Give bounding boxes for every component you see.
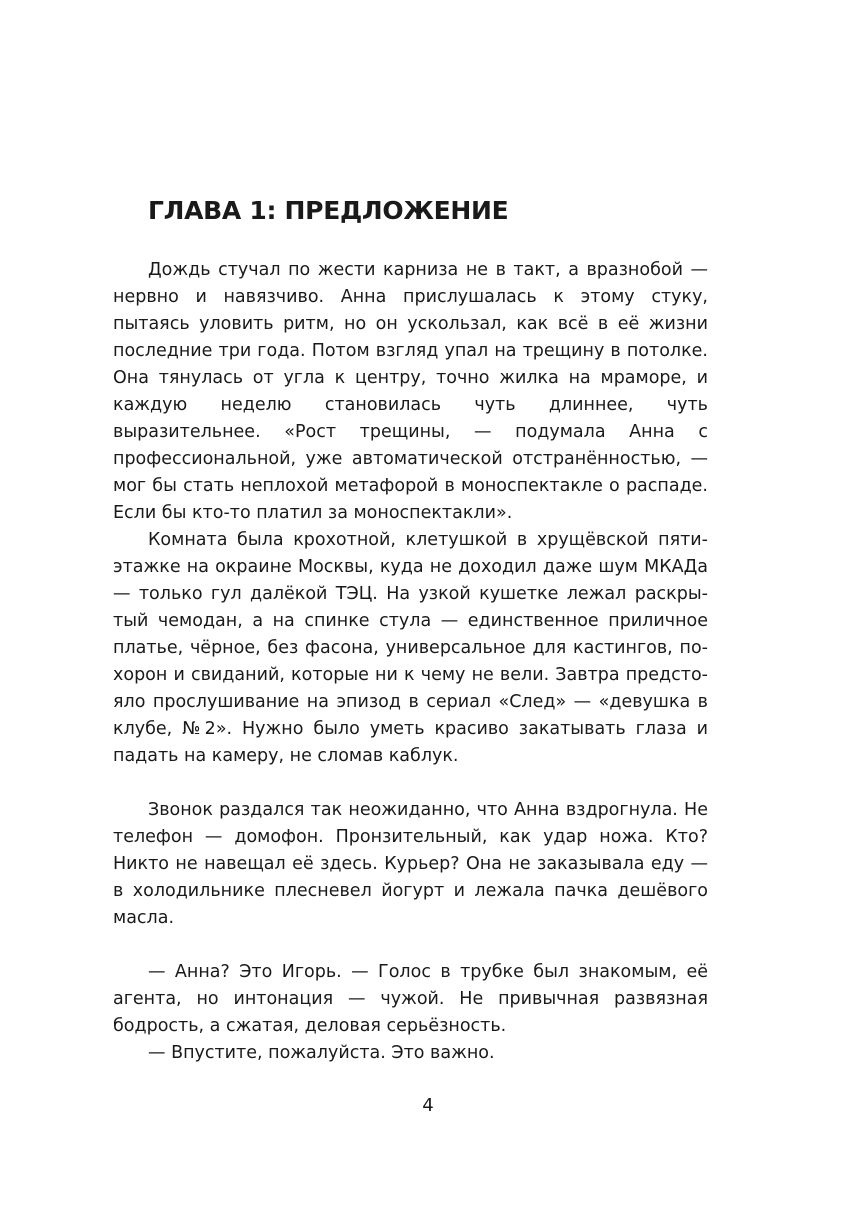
dialogue-line: — Анна? Это Игорь. — Голос в трубке был знакомым, её агента, но интонация — чужой. Не привычная развязная бодрость, а сжатая, деловая серьёзность.	[113, 962, 708, 1036]
paragraph: Комната была крохотной, клетушкой в хрущёвской пятиэтажке на окраине Москвы, куда не доходил даже шум МКАДа — только гул далёкой ТЭЦ. На узкой кушетке лежал раскрытый чемодан, а на спинке стула — единственное приличное платье, чёрное, без фасона, универсальное для кастингов, похорон и свиданий, которые ни к чему не вели. Завтра предстояло прослушивание на эпизод в сериал «След» — «девушка в клубе, №2». Нужно было уметь красиво закатывать глаза и падать на камеру, не сломав каблук.	[113, 530, 708, 766]
chapter-title: ГЛАВА 1: ПРЕДЛОЖЕНИЕ	[148, 196, 509, 225]
paragraph: Звонок раздался так неожиданно, что Анна вздрогнула. Не телефон — домофон. Пронзительный, как удар ножа. Кто? Никто не навещал её здесь. Курьер? Она не заказывала еду — в холодильнике плесневел йогурт и лежала пачка дешёвого масла.	[113, 800, 708, 928]
paragraph: Дождь стучал по жести карниза не в такт, а вразнобой — нервно и навязчиво. Анна прислушалась к этому стуку, пытаясь уловить ритм, но он ускользал, как всё в её жизни последние три года. Потом взгляд упал на трещину в потолке. Она тянулась от угла к центру, точно жилка на мраморе, и каждую неделю становилась чуть длиннее, чуть выразительнее. «Рост трещины, — подумала Анна с профессиональной, уже автоматической отстранённостью, — мог бы стать неплохой метафорой в моноспектакле о распаде. Если бы кто-то платил за моноспектакли».	[113, 260, 708, 523]
dialogue-line: — Впустите, пожалуйста. Это важно.	[148, 1043, 495, 1063]
paragraph-block	[113, 527, 708, 770]
paragraph-block	[113, 257, 708, 527]
page-number: 4	[422, 1095, 434, 1116]
paragraph-block	[113, 797, 708, 932]
dialogue-block	[113, 959, 708, 1067]
